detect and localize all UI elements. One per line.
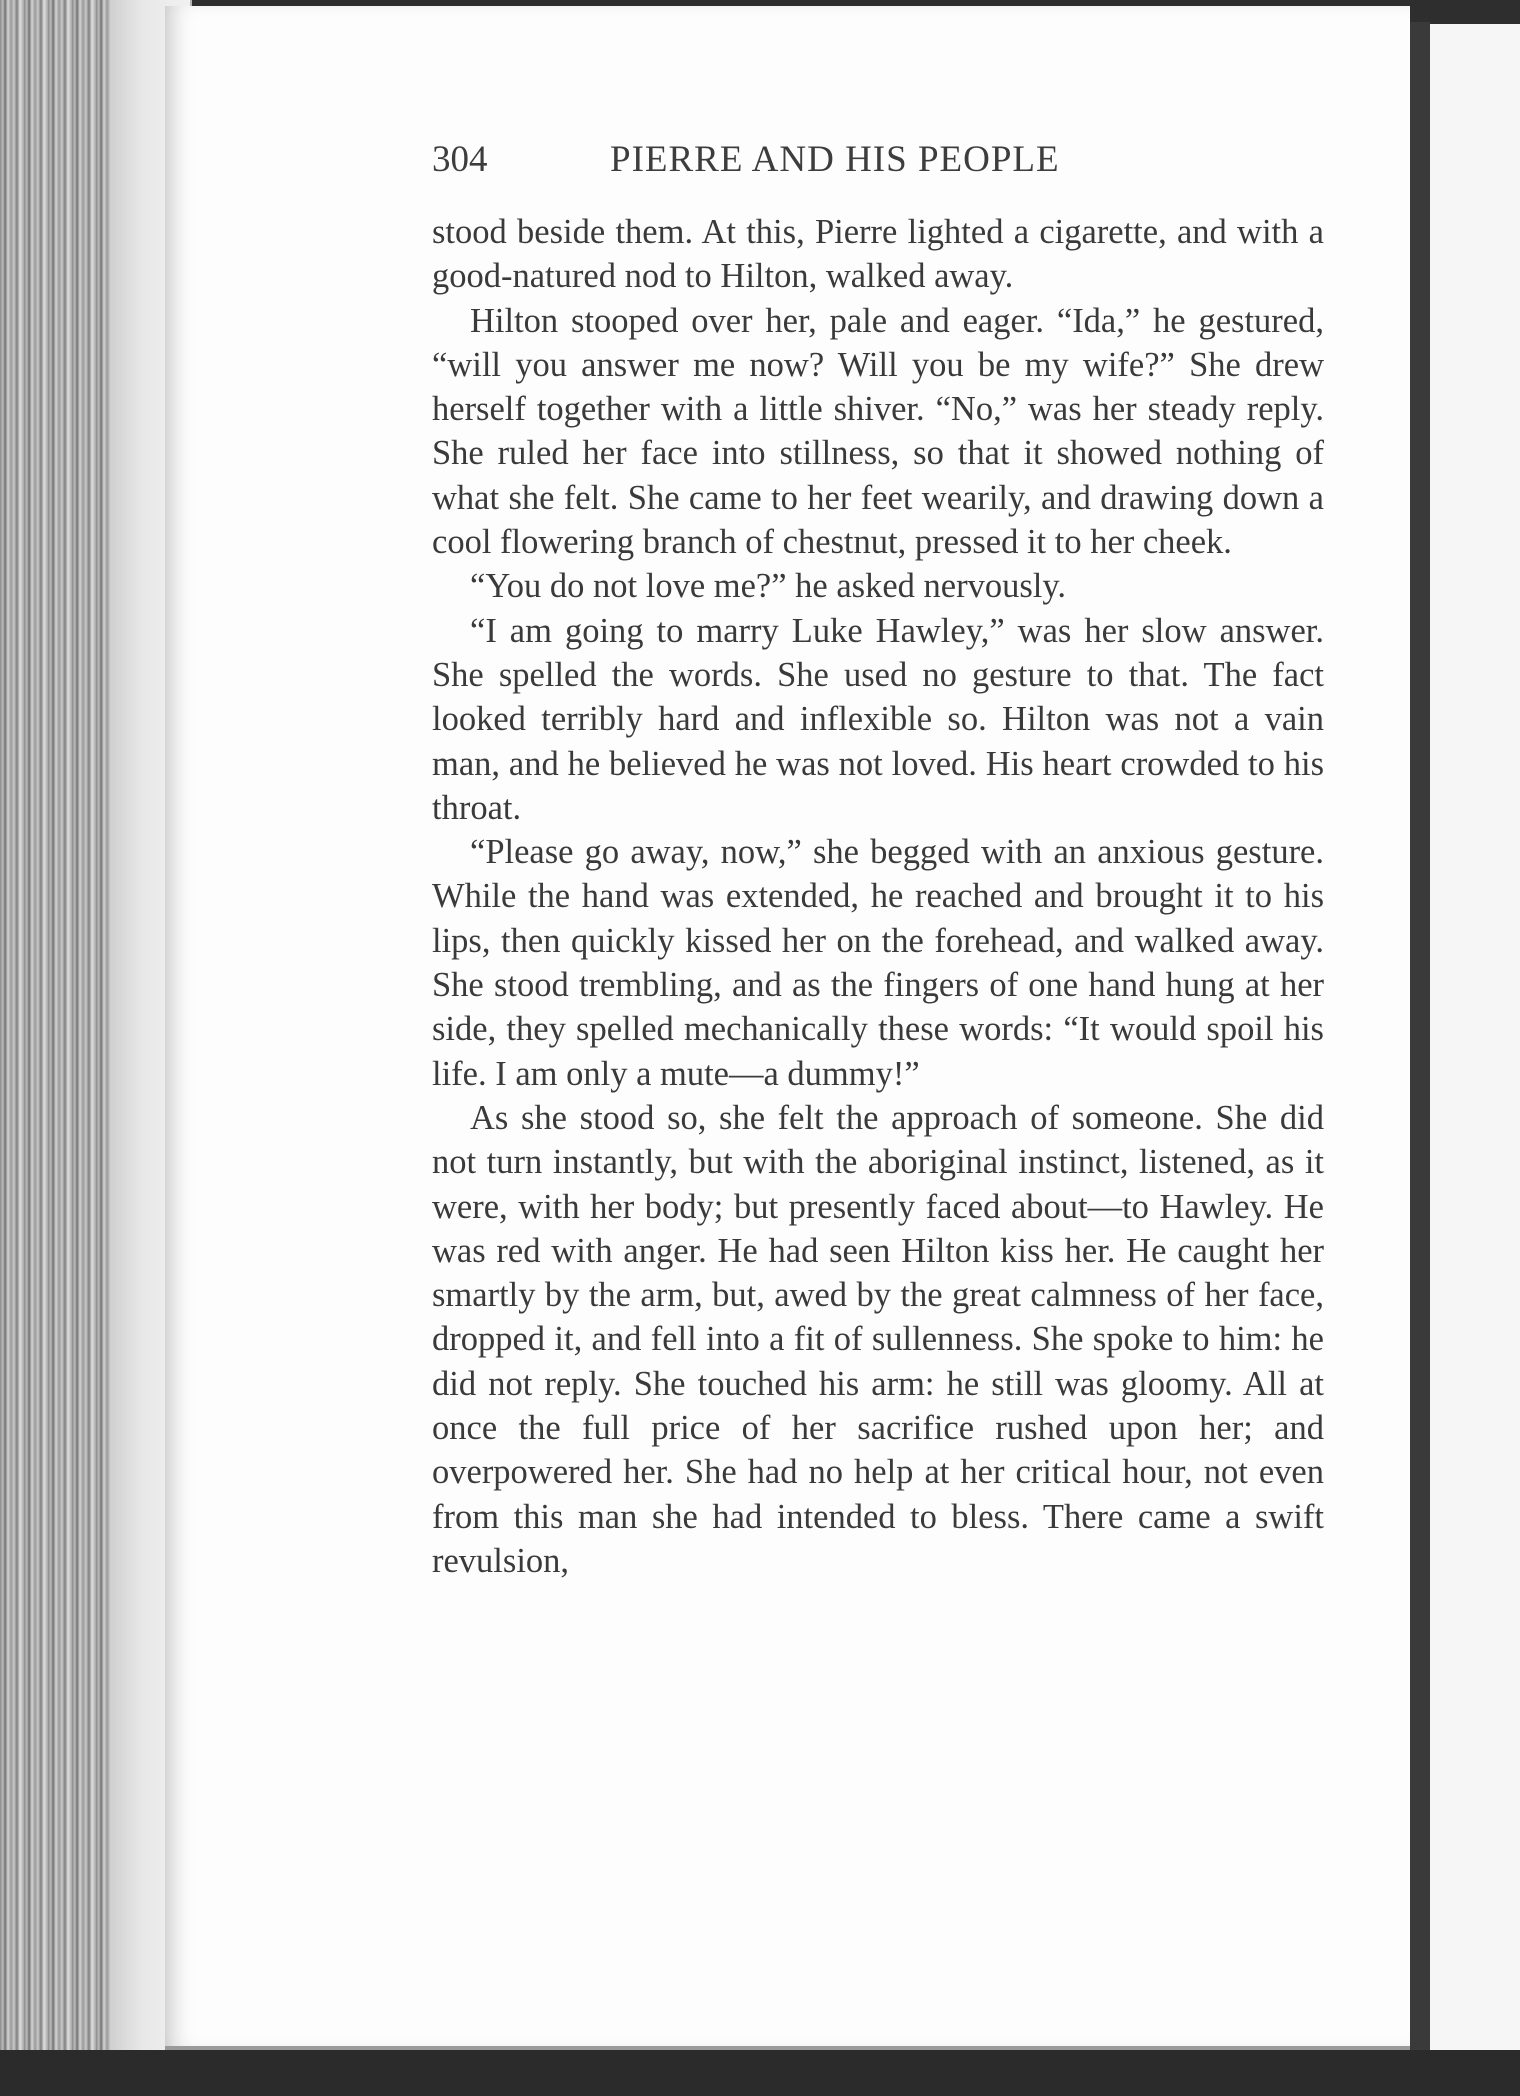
body-text <box>432 210 1324 1583</box>
book-spine-shadow <box>1410 22 1430 2057</box>
paragraph: “You do not love me?” he asked nervously. <box>470 567 1066 606</box>
paragraph: “Please go away, now,” she begged with an anxious gesture. While the hand was extended, he reached and brought it to his lips, then quickly kissed her on the forehead, and walked away. She stood trembling, and as the fingers of one hand hung at her side, they spelled mechanically these words: “It would spoil his life. I am only a mute—a dummy!” <box>432 833 1324 1093</box>
paragraph: stood beside them. At this, Pierre lighted a cigarette, and with a good-natured nod to Hilton, walked away. <box>432 213 1324 296</box>
scan-background <box>0 2050 1520 2096</box>
running-title: PIERRE AND HIS PEOPLE <box>610 139 1060 180</box>
paragraph: Hilton stooped over her, pale and eager. “Ida,” he gestured, “will you answer me now? Will you be my wife?” She drew herself together with a little shiver. “No,” was her steady reply. She ruled her face into stillness, so that it showed nothing of what she felt. She came to her feet wearily, and drawing down a cool flowering branch of chestnut, pressed it to her cheek. <box>432 301 1324 562</box>
page-number: 304 <box>432 139 488 180</box>
paragraph: As she stood so, she felt the approach of someone. She did not turn instantly, but with the aboriginal instinct, listened, as it were, with her body; but presently faced about—to Hawley. He was red with anger. He had seen Hilton kiss her. He caught her smartly by the arm, but, awed by the great calmness of her face, dropped it, and fell into a fit of sullenness. She spoke to him: he did not reply. She touched his arm: he still was gloomy. All at once the full price of her sacrifice rushed upon her; and overpowered her. She had no help at her critical hour, not even from this man she had intended to bless. There came a swift revulsion, <box>432 1098 1324 1580</box>
running-head <box>432 138 1147 186</box>
next-page-edge <box>1430 24 1520 2059</box>
paragraph: “I am going to marry Luke Hawley,” was her slow answer. She spelled the words. She used no gesture to that. The fact looked terribly hard and inflexible so. Hilton was not a vain man, and he believed he was not loved. His heart crowded to his throat. <box>432 611 1324 827</box>
